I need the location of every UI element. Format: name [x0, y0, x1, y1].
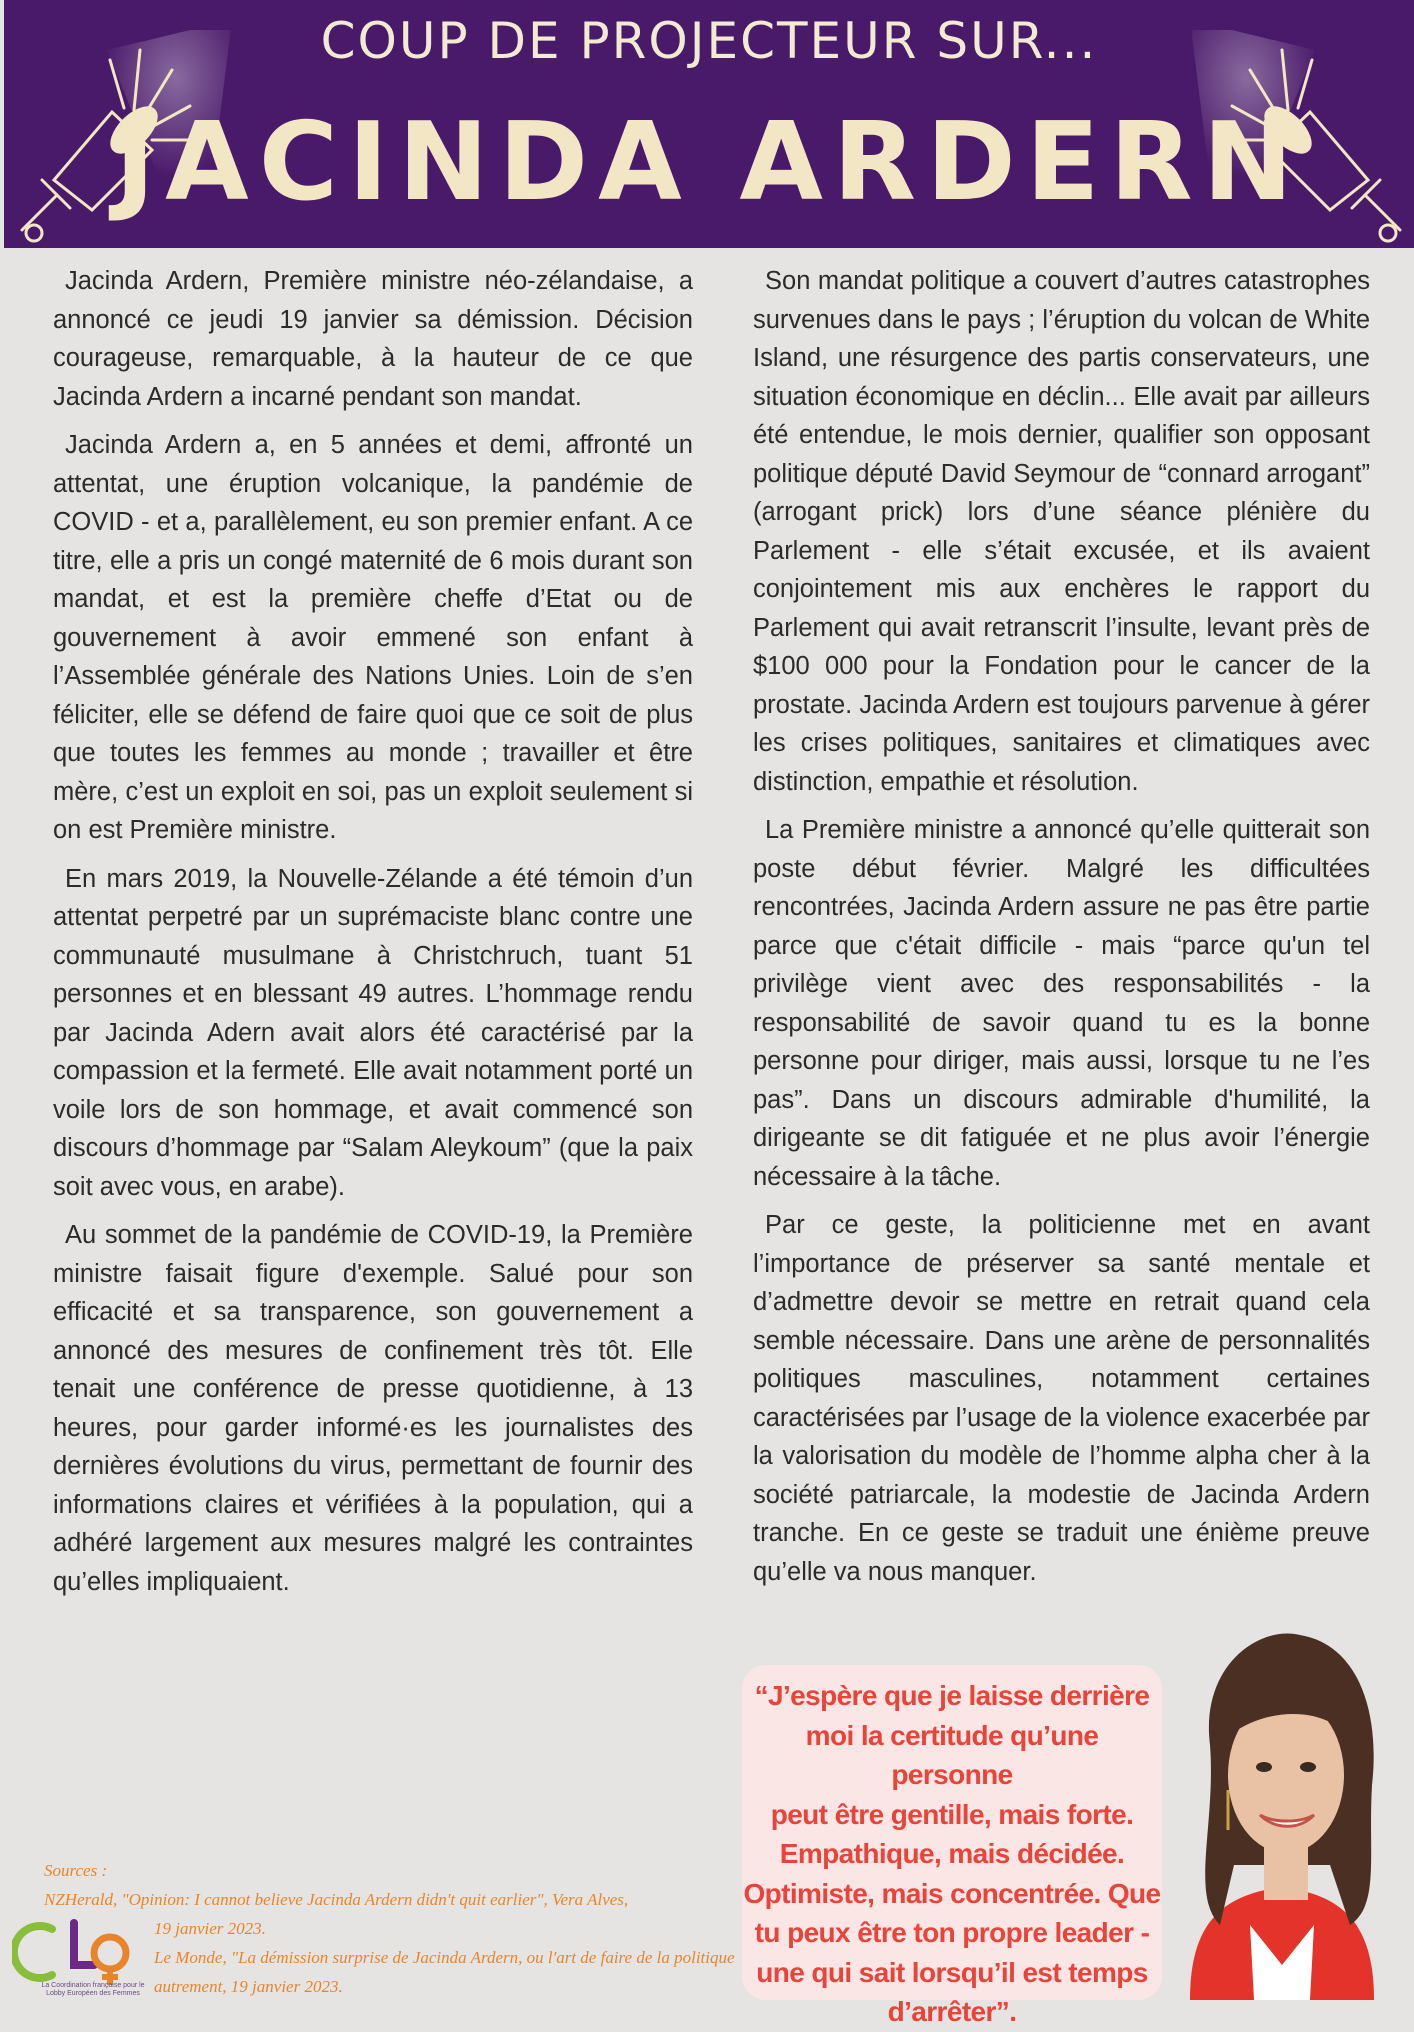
- paragraph: Au sommet de la pandémie de COVID-19, la Première ministre faisait figure d'exemple. Salué pour son efficacité et sa transparence, son gouvernement a annoncé des mesures de confinement très tôt. Elle tenait une conférence de presse quotidienne, à 13 heures, pour garder informé·es les journalistes des dernières évolutions du virus, permettant de fournir des informations claires et vérifiées à la population, qui a adhéré largement aux mesures malgré les contraintes qu’elles impliquaient.: [53, 1221, 693, 1596]
- paragraph: Jacinda Ardern a, en 5 années et demi, affronté un attentat, une éruption volcanique, la pandémie de COVID - et a, parallèlement, eu son premier enfant. A ce titre, elle a pris un congé maternité de 6 mois durant son mandat, et est la première cheffe d’Etat ou de gouvernement à avoir emmené son enfant à l’Assemblée générale des Nations Unies. Loin de s’en féliciter, elle se défend de faire quoi que ce soit de plus que toutes les femmes au monde ; travailler et être mère, c’est un exploit en soi, pas un exploit seulement si on est Première ministre.: [53, 431, 693, 844]
- logo-caption: La Coordination française pour le Lobby Européen des Femmes: [41, 1982, 145, 1997]
- quote-line: Optimiste, mais concentrée. Que: [743, 1877, 1161, 1909]
- header-kicker: COUP DE PROJECTEUR SUR...: [320, 12, 1098, 70]
- quote-line: “J’espère que je laisse derrière: [754, 1680, 1150, 1711]
- paragraph: Jacinda Ardern, Première ministre néo-zélandaise, a annoncé ce jeudi 19 janvier sa démission. Décision courageuse, remarquable, à la hauteur de ce que Jacinda Ardern a incarné pendant son mandat.: [53, 267, 693, 411]
- article-left-column: [53, 262, 693, 1611]
- paragraph: La Première ministre a annoncé qu’elle quitterait son poste début février. Malgré les difficultées rencontrées, Jacinda Ardern assure ne pas être partie parce que c'était difficile - mais “parce qu'un tel privilège vient avec des responsabilités - la responsabilité de savoir quand tu es la bonne personne pour diriger, mais aussi, lorsque tu ne l’es pas”. Dans un discours admirable d'humilité, la dirigeante se dit fatiguée et ne plus avoir l’énergie nécessaire à la tâche.: [753, 816, 1370, 1191]
- paragraph: Son mandat politique a couvert d’autres catastrophes survenues dans le pays ; l’éruption du volcan de White Island, une résurgence des partis conservateurs, une situation économique en déclin... Elle avait par ailleurs été entendue, le mois dernier, qualifier son opposant politique député David Seymour de “connard arrogant” (arrogant prick) lors d’une séance plénière du Parlement - elle s’était excusée, et ils avaient conjointement mis aux enchères le rapport du Parlement qui avait retranscrit l’insulte, levant près de $100 000 pour la Fondation pour le cancer de la prostate. Jacinda Ardern est toujours parvenue à gérer les crises politiques, sanitaires et climatiques avec distinction, empathie et résolution.: [753, 267, 1370, 796]
- source-line: 19 janvier 2023.: [154, 1919, 266, 1938]
- sources-block: [44, 1856, 744, 2001]
- paragraph: Par ce geste, la politicienne met en avant l’importance de préserver sa santé mentale et d’admettre devoir se mettre en retrait quand cela semble nécessaire. Dans une arène de personnalités politiques masculines, notamment certaines caractérisées par l’usage de la violence exacerbée par la valorisation du modèle de l’homme alpha cher à la société patriarcale, la modestie de Jacinda Ardern tranche. En ce geste se traduit une énième preuve qu’elle va nous manquer.: [753, 1211, 1370, 1586]
- quote-line: moi la certitude qu’une personne: [805, 1719, 1099, 1790]
- quote-line: une qui sait lorsqu’il est temps: [756, 1956, 1148, 1988]
- source-line: NZHerald, "Opinion: I cannot believe Jacinda Ardern didn't quit earlier", Vera Alves,: [44, 1890, 629, 1909]
- clef-logo-icon: [12, 1917, 142, 1987]
- portrait-image: [1150, 1625, 1414, 2000]
- quote-line: tu peux être ton propre leader -: [754, 1917, 1150, 1948]
- quote-line: peut être gentille, mais forte.: [770, 1798, 1134, 1830]
- sources-label: Sources :: [44, 1861, 108, 1880]
- pull-quote: [742, 1676, 1162, 2032]
- source-line: Le Monde, "La démission surprise de Jacinda Ardern, ou l'art de faire de la politique: [154, 1948, 735, 1967]
- article-right-column: [753, 262, 1370, 1601]
- header-banner: [4, 0, 1414, 248]
- source-line: autrement, 19 janvier 2023.: [154, 1977, 343, 1996]
- paragraph: En mars 2019, la Nouvelle-Zélande a été témoin d’un attentat perpetré par un suprémaciste blanc contre une communauté musulmane à Christchruch, tuant 51 personnes et en blessant 49 autres. L’hommage rendu par Jacinda Adern avait alors été caractérisé par la compassion et la fermeté. Elle avait notamment porté un voile lors de son hommage, et avait commencé son discours d’hommage par “Salam Aleykoum” (que la paix soit avec vous, en arabe).: [53, 864, 693, 1201]
- quote-line: d’arrêter”.: [887, 1996, 1017, 2027]
- header-title: JACINDA ARDERN: [114, 100, 1304, 225]
- quote-line: Empathique, mais décidée.: [779, 1838, 1125, 1869]
